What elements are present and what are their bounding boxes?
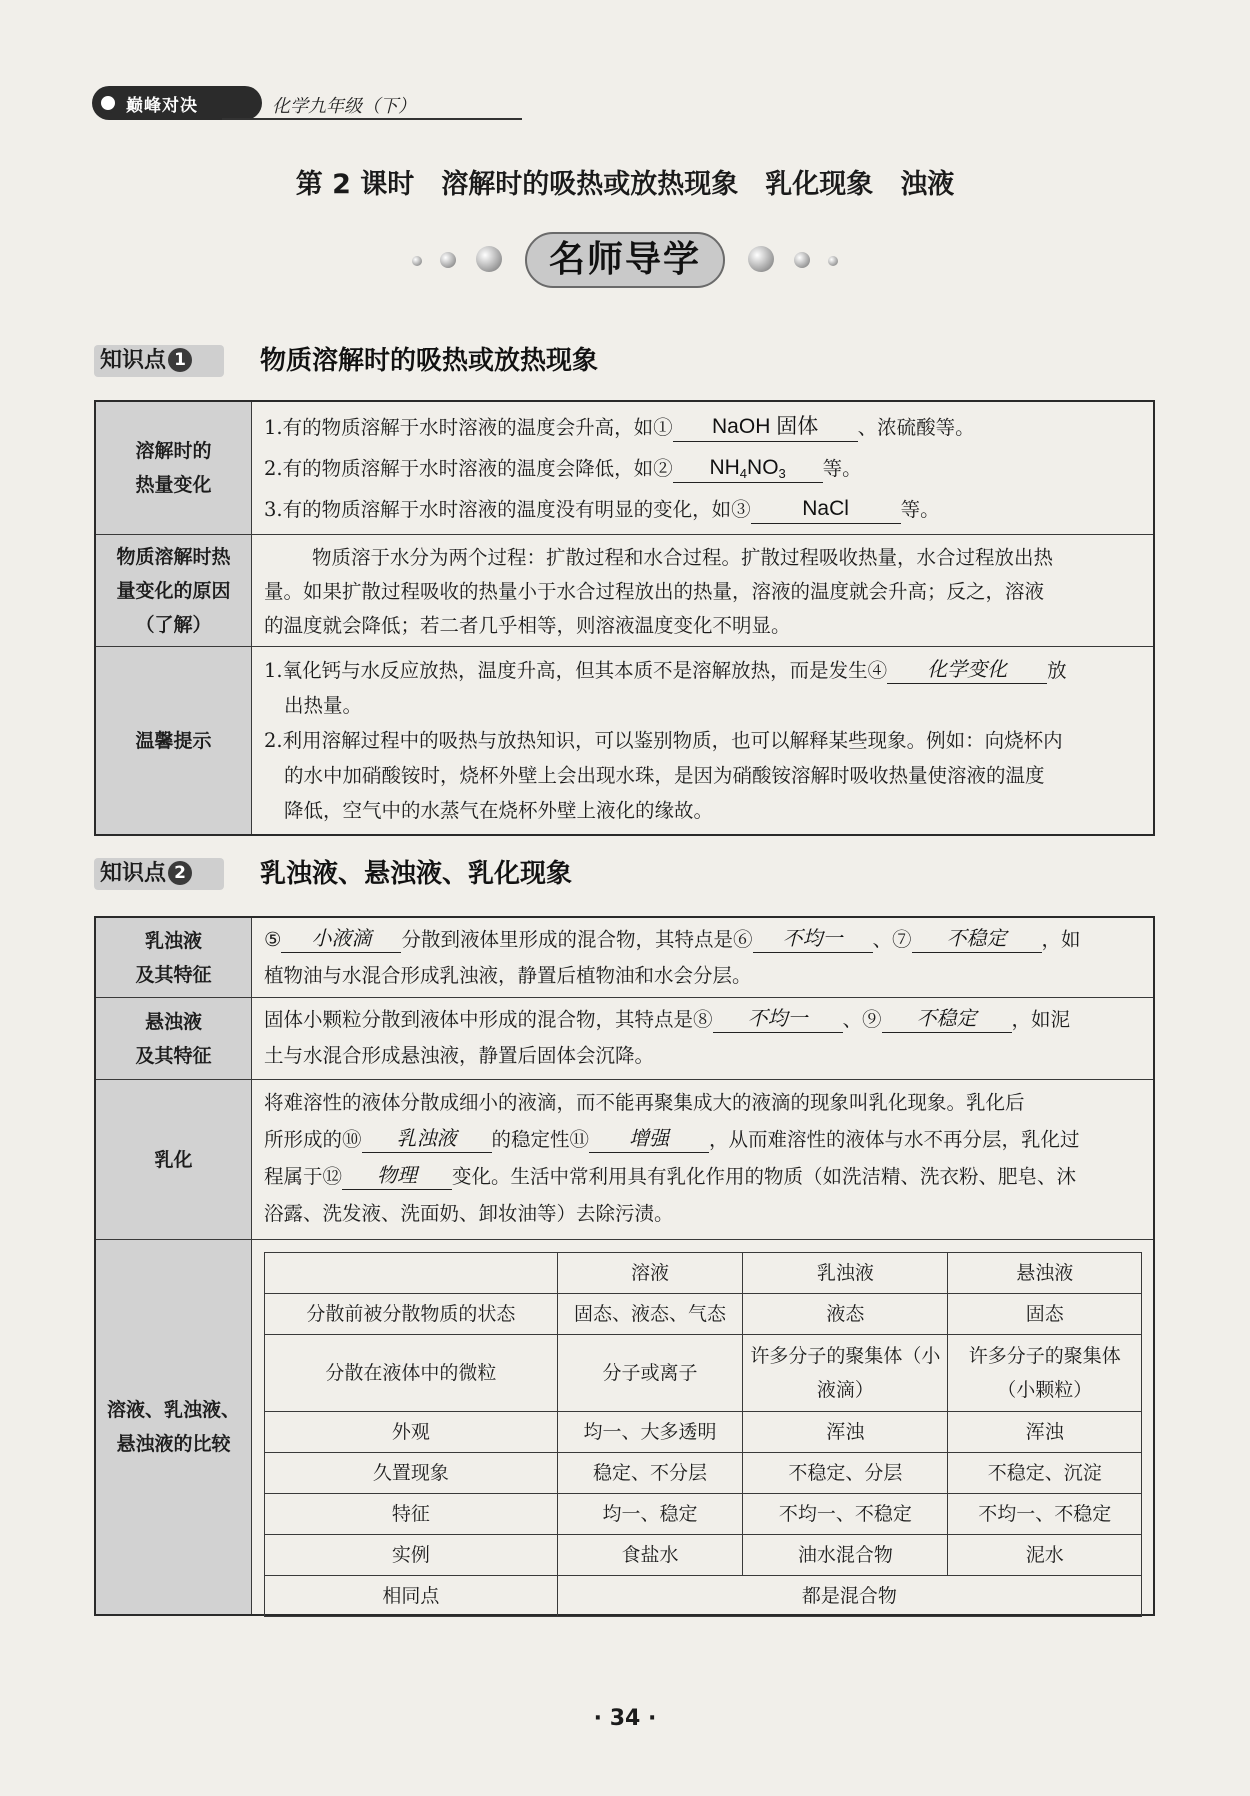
- table-row: [265, 1453, 1142, 1494]
- row-content: [264, 407, 1143, 530]
- table-cell: 分散前被分散物质的状态: [265, 1294, 558, 1335]
- formula-part: NH: [709, 456, 740, 479]
- answer-6: 不均一: [753, 924, 873, 953]
- banner-title: 名师导学: [525, 232, 725, 288]
- subject-grade: 化学九年级（下）: [272, 96, 416, 117]
- table-header-cell: 溶液: [557, 1253, 743, 1294]
- brand-dot-icon: [98, 93, 118, 113]
- formula-subscript: 4: [739, 466, 748, 481]
- table-row: [96, 535, 1153, 647]
- table-cell: 液态: [743, 1294, 948, 1335]
- kp2-badge: [94, 858, 224, 890]
- label-line: 热量变化: [135, 474, 212, 496]
- text-line: [264, 489, 1143, 530]
- text-line: 植物油与水混合形成乳浊液，静置后植物油和水会分层。: [264, 964, 752, 987]
- row-label: [96, 998, 252, 1079]
- table-cell: 许多分子的聚集体（小液滴）: [743, 1335, 948, 1412]
- table-row: [96, 1240, 1153, 1614]
- table-cell: 稳定、不分层: [557, 1453, 743, 1494]
- table-row: [96, 647, 1153, 834]
- brand-pill: [92, 86, 262, 120]
- text-segment: 程属于⑫: [264, 1165, 343, 1188]
- kp2-table: [94, 916, 1155, 1616]
- text-line: 土与水混合形成悬浊液，静置后固体会沉降。: [264, 1044, 655, 1067]
- brand-name: 巅峰对决: [126, 96, 198, 116]
- table-cell: 不稳定、分层: [743, 1453, 948, 1494]
- text-line: 量。如果扩散过程吸收的热量小于水合过程放出的热量，溶液的温度就会升高；反之，溶液: [264, 580, 1045, 603]
- table-row: [96, 402, 1153, 535]
- text-line: [264, 448, 1143, 489]
- text-segment: 等。: [900, 498, 940, 521]
- table-row: [265, 1253, 1142, 1294]
- text-line: [264, 1002, 1143, 1038]
- text-line: 2.利用溶解过程中的吸热与放热知识，可以鉴别物质，也可以解释某些现象。例如：向烧杯内: [264, 729, 1063, 752]
- text-segment: 所形成的⑩: [264, 1128, 362, 1151]
- table-row: [265, 1294, 1142, 1335]
- table-cell: 均一、大多透明: [557, 1412, 743, 1453]
- answer-5: 小液滴: [281, 924, 401, 953]
- table-cell: 许多分子的聚集体（小颗粒）: [948, 1335, 1142, 1412]
- answer-4: 化学变化: [887, 655, 1047, 684]
- table-row: [96, 918, 1153, 998]
- text-line: [264, 407, 1143, 448]
- text-line: [264, 1121, 1143, 1158]
- text-segment: ，如: [1041, 928, 1081, 951]
- table-cell: 久置现象: [265, 1453, 558, 1494]
- table-cell: 都是混合物: [557, 1576, 1141, 1617]
- text-segment: 、⑦: [872, 928, 912, 951]
- table-cell: 浑浊: [743, 1412, 948, 1453]
- table-cell: 相同点: [265, 1576, 558, 1617]
- text-line: [264, 653, 1143, 688]
- table-cell: 浑浊: [948, 1412, 1142, 1453]
- answer-2: [673, 454, 823, 483]
- decor-dot-icon: [828, 256, 838, 266]
- text-segment: ⑤: [264, 928, 282, 951]
- kp1-table: [94, 400, 1155, 836]
- text-line: [264, 922, 1143, 958]
- table-row: [265, 1494, 1142, 1535]
- table-cell: 不均一、不稳定: [743, 1494, 948, 1535]
- row-content: [264, 1002, 1143, 1074]
- text-segment: 1.氧化钙与水反应放热，温度升高，但其本质不是溶解放热，而是发生④: [264, 659, 888, 682]
- text-segment: 分散到液体里形成的混合物，其特点是⑥: [401, 928, 753, 951]
- row-label: [96, 647, 252, 834]
- header-brand: [92, 86, 432, 120]
- formula-part: NO: [747, 456, 779, 479]
- text-segment: 、⑨: [842, 1008, 882, 1031]
- decor-dot-icon: [476, 246, 502, 272]
- label-line: （了解）: [135, 613, 212, 636]
- text-segment: 变化。生活中常利用具有乳化作用的物质（如洗洁精、洗衣粉、肥皂、沐: [452, 1165, 1077, 1188]
- row-label: [96, 918, 252, 997]
- text-segment: 固体小颗粒分散到液体中形成的混合物，其特点是⑧: [264, 1008, 713, 1031]
- label-line: 乳浊液: [144, 929, 202, 952]
- table-cell: 不均一、不稳定: [948, 1494, 1142, 1535]
- kp2-number: 2: [168, 861, 192, 885]
- banner: [410, 232, 840, 290]
- table-cell: 固态: [948, 1294, 1142, 1335]
- kp1-badge-text: 知识点: [100, 348, 167, 373]
- table-row: [265, 1535, 1142, 1576]
- row-label: [96, 1080, 252, 1239]
- label-line: 悬浊液: [144, 1010, 202, 1033]
- label-line: 量变化的原因: [116, 579, 231, 602]
- text-line: 将难溶性的液体分散成细小的液滴，而不能再聚集成大的液滴的现象叫乳化现象。乳化后: [264, 1091, 1025, 1114]
- table-cell: 特征: [265, 1494, 558, 1535]
- table-cell: 油水混合物: [743, 1535, 948, 1576]
- text-line: 浴露、洗发液、洗面奶、卸妆油等）去除污渍。: [264, 1202, 674, 1225]
- text-segment: ，从而难溶性的液体与水不再分层，乳化过: [709, 1128, 1080, 1151]
- row-content: [264, 541, 1143, 643]
- kp1-title: 物质溶解时的吸热或放热现象: [260, 346, 599, 376]
- text-line: [264, 1158, 1143, 1195]
- text-segment: 放: [1047, 659, 1067, 682]
- text-segment: ，如泥: [1011, 1008, 1071, 1031]
- table-cell: 固态、液态、气态: [557, 1294, 743, 1335]
- kp2-badge-text: 知识点: [100, 861, 167, 886]
- text-segment: 、浓硫酸等。: [857, 416, 975, 439]
- table-cell: 实例: [265, 1535, 558, 1576]
- text-segment: 1.有的物质溶解于水时溶液的温度会升高，如①: [264, 416, 673, 439]
- decor-dot-icon: [748, 246, 774, 272]
- text-line: 物质溶于水分为两个过程：扩散过程和水合过程。扩散过程吸收热量，水合过程放出热: [312, 546, 1054, 569]
- table-cell: [265, 1253, 558, 1294]
- formula-subscript: 3: [778, 466, 786, 481]
- kp1-badge: [94, 345, 224, 377]
- table-cell: 分子或离子: [557, 1335, 743, 1412]
- text-line: 的温度就会降低；若二者几乎相等，则溶液温度变化不明显。: [264, 614, 791, 637]
- table-cell: 分散在液体中的微粒: [265, 1335, 558, 1412]
- row-content: [264, 653, 1143, 828]
- label-line: 溶解时的: [135, 440, 212, 462]
- text-line: 出热量。: [284, 694, 363, 717]
- label-line: 及其特征: [135, 1044, 212, 1067]
- table-cell: 不稳定、沉淀: [948, 1453, 1142, 1494]
- header-rule: [222, 118, 522, 120]
- label-line: 及其特征: [135, 963, 212, 986]
- table-header-cell: 乳浊液: [743, 1253, 948, 1294]
- answer-3: NaCl: [751, 495, 901, 524]
- table-row: [265, 1576, 1142, 1617]
- lesson-title: 第 2 课时 溶解时的吸热或放热现象 乳化现象 浊液: [295, 169, 955, 200]
- row-content: [264, 1084, 1143, 1232]
- decor-dot-icon: [440, 252, 456, 268]
- page-number: · 34 ·: [593, 1706, 657, 1731]
- row-label: [96, 535, 252, 646]
- table-cell: 泥水: [948, 1535, 1142, 1576]
- table-cell: 食盐水: [557, 1535, 743, 1576]
- answer-10: 乳浊液: [362, 1124, 492, 1153]
- answer-12: 物理: [342, 1161, 452, 1190]
- label-line: 物质溶解时热: [116, 545, 231, 568]
- answer-9: 不稳定: [882, 1004, 1012, 1033]
- table-cell: 均一、稳定: [557, 1494, 743, 1535]
- kp2-title: 乳浊液、悬浊液、乳化现象: [260, 859, 573, 889]
- text-segment: 等。: [822, 457, 862, 480]
- row-label: [96, 1240, 252, 1614]
- table-row: [265, 1412, 1142, 1453]
- comparison-table: [264, 1252, 1142, 1617]
- table-row: [96, 1080, 1153, 1240]
- row-content: [264, 922, 1143, 994]
- text-segment: 的稳定性⑪: [491, 1128, 590, 1151]
- label-line: 乳化: [154, 1148, 193, 1171]
- text-segment: 3.有的物质溶解于水时溶液的温度没有明显的变化，如③: [264, 498, 751, 521]
- decor-dot-icon: [412, 256, 422, 266]
- text-line: 降低，空气中的水蒸气在烧杯外壁上液化的缘故。: [284, 799, 714, 822]
- decor-dot-icon: [794, 252, 810, 268]
- table-header-cell: 悬浊液: [948, 1253, 1142, 1294]
- table-cell: 外观: [265, 1412, 558, 1453]
- answer-7: 不稳定: [912, 924, 1042, 953]
- answer-1: NaOH 固体: [673, 413, 858, 442]
- table-row: [265, 1335, 1142, 1412]
- answer-11: 增强: [589, 1124, 709, 1153]
- label-line: 温馨提示: [135, 729, 212, 752]
- kp1-number: 1: [168, 348, 192, 372]
- label-line: 溶液、乳浊液、: [106, 1399, 240, 1421]
- label-line: 悬浊液的比较: [116, 1433, 231, 1455]
- text-segment: 2.有的物质溶解于水时溶液的温度会降低，如②: [264, 457, 673, 480]
- answer-8: 不均一: [713, 1004, 843, 1033]
- text-line: 的水中加硝酸铵时，烧杯外壁上会出现水珠，是因为硝酸铵溶解时吸收热量使溶液的温度: [284, 764, 1045, 787]
- table-row: [96, 998, 1153, 1080]
- row-label: [96, 402, 252, 534]
